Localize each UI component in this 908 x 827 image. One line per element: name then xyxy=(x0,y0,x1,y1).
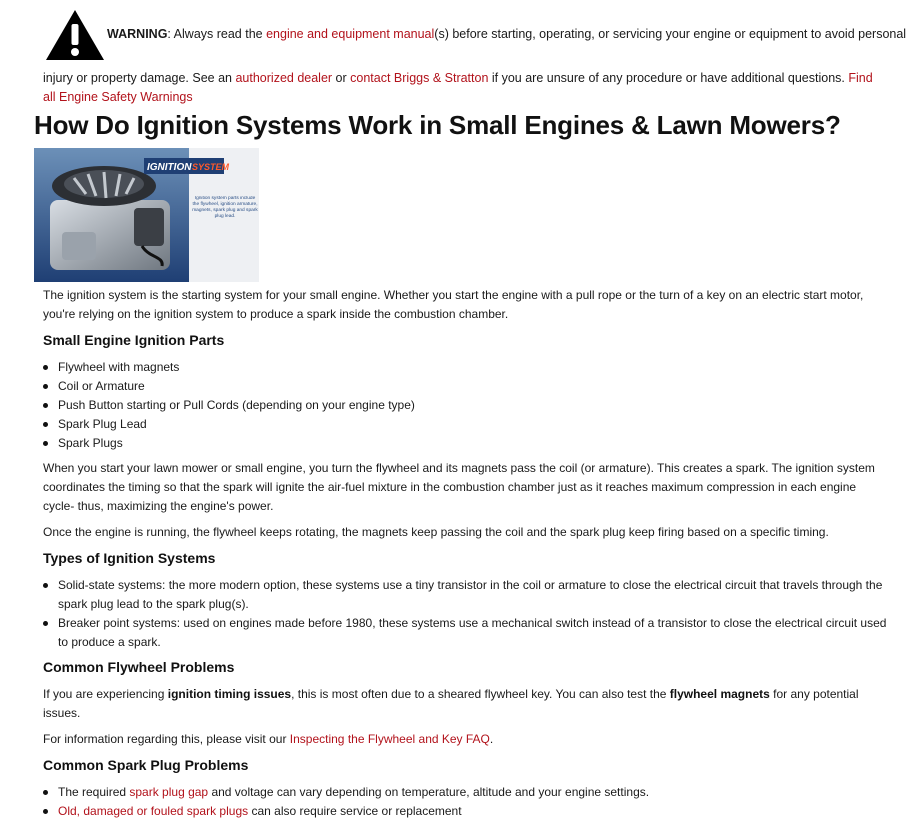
page-title: How Do Ignition Systems Work in Small Engines & Lawn Mowers? xyxy=(34,110,841,140)
spark-plug-list xyxy=(43,783,888,821)
bold-text: ignition timing issues xyxy=(167,687,292,701)
warning-line-1 xyxy=(107,26,906,42)
warning-line-2 xyxy=(43,69,873,107)
paragraph-text: for any potential issues. xyxy=(43,687,859,720)
list-text: and voltage can vary depending on temperature, altitude and your engine settings. xyxy=(208,785,650,799)
intro-paragraph: The ignition system is the starting system for your small engine. Whether you start the engine with a pull rope or the turn of a key on an electric start motor, you're relying on the ignition system to produce a spark inside the combustion chamber. xyxy=(43,288,864,321)
paragraph-text: If you are experiencing xyxy=(43,687,168,701)
hero-heading-system: SYSTEM xyxy=(192,162,230,172)
list-item: Spark Plugs xyxy=(58,434,888,453)
flywheel-faq-paragraph xyxy=(43,730,888,749)
warning-triangle-icon xyxy=(44,8,106,62)
how-it-works-paragraph: When you start your lawn mower or small engine, you turn the flywheel and its magnets pass the coil (or armature). This creates a spark. The ignition system coordinates the timing so that the spark will ignite the air-fuel mixture in the combustion chamber just as it reaches maximum compression in each engine cycle- thus, maximizing the engine's power. xyxy=(43,461,875,513)
list-item xyxy=(58,783,888,802)
fouled-spark-plugs-link[interactable]: Old, damaged or fouled spark plugs xyxy=(58,804,249,818)
warning-label: WARNING xyxy=(107,27,168,41)
types-heading: Types of Ignition Systems xyxy=(43,550,216,566)
flywheel-faq-link[interactable]: Inspecting the Flywheel and Key FAQ xyxy=(289,732,490,746)
bold-text: flywheel magnets xyxy=(669,687,770,701)
paragraph-text: For information regarding this, please visit our xyxy=(43,732,290,746)
list-item: Spark Plug Lead xyxy=(58,415,888,434)
paragraph-text: . xyxy=(489,732,494,746)
list-item: Solid-state systems: the more modern option, these systems use a tiny transistor in the coil or armature to close the electrical circuit that travels through the spark plug lead to the spark plug(s). xyxy=(58,576,888,614)
paragraph-text: , this is most often due to a sheared flywheel key. You can also test the xyxy=(291,687,670,701)
warning-text: (s) before starting, operating, or servicing your engine or equipment to avoid personal xyxy=(434,27,907,41)
types-list xyxy=(43,576,888,652)
parts-list xyxy=(43,358,888,453)
ignition-system-image xyxy=(34,148,259,282)
warning-text: : Always read the xyxy=(167,27,267,41)
parts-heading: Small Engine Ignition Parts xyxy=(43,332,225,348)
list-text: can also require service or replacement xyxy=(248,804,462,818)
engine-manual-link[interactable]: engine and equipment manual xyxy=(266,27,435,41)
warning-text: injury or property damage. See an xyxy=(43,71,236,85)
contact-briggs-link[interactable]: contact Briggs & Stratton xyxy=(350,71,489,85)
warning-text: or xyxy=(332,71,351,85)
hero-caption: Ignition system parts include the flywheel, ignition armature, magnets, spark plug and spark plug lead. xyxy=(192,196,258,219)
flywheel-heading: Common Flywheel Problems xyxy=(43,659,235,675)
spark-plug-gap-link[interactable]: spark plug gap xyxy=(129,785,209,799)
list-item: Push Button starting or Pull Cords (depending on your engine type) xyxy=(58,396,888,415)
list-item: Breaker point systems: used on engines made before 1980, these systems use a mechanical switch instead of a transistor to close the electrical circuit used to produce a spark. xyxy=(58,614,888,652)
list-item xyxy=(58,802,888,821)
spark-plug-heading: Common Spark Plug Problems xyxy=(43,757,249,773)
flywheel-paragraph xyxy=(43,685,888,723)
list-item: Flywheel with magnets xyxy=(58,358,888,377)
list-item: Coil or Armature xyxy=(58,377,888,396)
article-body xyxy=(43,286,888,827)
safety-warnings-link[interactable]: Find all Engine Safety Warnings xyxy=(43,71,873,104)
warning-text: if you are unsure of any procedure or have additional questions. xyxy=(488,71,849,85)
authorized-dealer-link[interactable]: authorized dealer xyxy=(235,71,333,85)
running-paragraph: Once the engine is running, the flywheel keeps rotating, the magnets keep passing the coil and the spark plug keep firing based on a specific timing. xyxy=(43,525,829,539)
hero-heading-ignition: IGNITION xyxy=(147,162,192,173)
list-text: The required xyxy=(58,785,130,799)
